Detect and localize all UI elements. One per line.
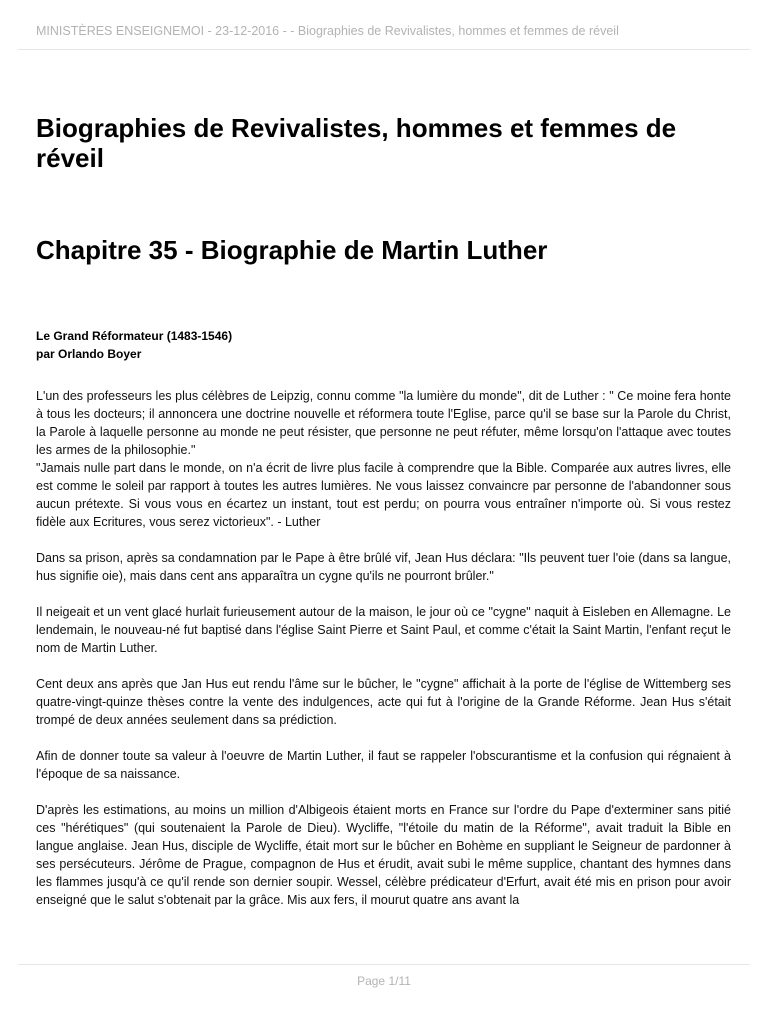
paragraph — [36, 675, 731, 729]
paragraph-line: Il neigeait et un vent glacé hurlait furieusement autour de la maison, le jour où ce "cygne" naquit à Eisleben en Allemagne. Le lendemain, le nouveau-né fut baptisé dans l'église Saint Pierre et Saint Paul, et comme c'était la Saint Martin, l'enfant reçut le nom de Martin Luther. — [36, 605, 731, 655]
author-line: par Orlando Boyer — [36, 347, 142, 361]
subtitle-line: Le Grand Réformateur (1483-1546) — [36, 329, 233, 343]
body-text — [36, 387, 731, 907]
footer-divider — [18, 964, 750, 965]
paragraph — [36, 387, 731, 531]
paragraph — [36, 801, 731, 907]
chapter-title: Chapitre 35 - Biographie de Martin Luther — [36, 235, 548, 265]
running-header: MINISTÈRES ENSEIGNEMOI - 23-12-2016 - - Biographies de Revivalistes, hommes et femmes de réveil — [36, 24, 619, 38]
document-content — [36, 113, 731, 907]
paragraph-line: Afin de donner toute sa valeur à l'oeuvre de Martin Luther, il faut se rappeler l'obscurantisme et la confusion qui régnaient à l'époque de sa naissance. — [36, 749, 731, 781]
paragraph-line: Cent deux ans après que Jan Hus eut rendu l'âme sur le bûcher, le "cygne" affichait à la porte de l'église de Wittemberg ses quatre-vingt-quinze thèses contre la vente des indulgences, acte qui fut à l'origine de la Grande Réforme. Jean Hus s'était trompé de deux années seulement dans sa prédiction. — [36, 677, 731, 727]
paragraph-line: Dans sa prison, après sa condamnation par le Pape à être brûlé vif, Jean Hus déclara: "Ils peuvent tuer l'oie (dans sa langue, hus signifie oie), mais dans cent ans apparaîtra un cygne qu'ils ne pourront brûler." — [36, 551, 731, 583]
page-number: Page 1/11 — [357, 974, 411, 988]
paragraph-line: "Jamais nulle part dans le monde, on n'a écrit de livre plus facile à comprendre que la Bible. Comparée aux autres livres, elle est comme le soleil par rapport à toutes les autres lumières. Ne vous laissez convaincre par personne de l'abandonner sous aucun prétexte. Si vous vous en écartez un instant, tout est perdu; on pourra vous entraîner n'importe où. Si vous restez fidèle aux Ecritures, vous serez victorieux". - Luther — [36, 461, 731, 529]
paragraph — [36, 603, 731, 657]
paragraph — [36, 747, 731, 783]
document-title: Biographies de Revivalistes, hommes et femmes de réveil — [36, 113, 677, 173]
paragraph-line: D'après les estimations, au moins un million d'Albigeois étaient morts en France sur l'ordre du Pape d'exterminer sans pitié ces "hérétiques" (qui soutenaient la Parole de Dieu). Wycliffe, "l'étoile du matin de la Réforme", avait traduit la Bible en langue anglaise. Jean Hus, disciple de Wycliffe, était mort sur le bûcher en Bohème en suppliant le Seigneur de pardonner à ses persécuteurs. Jérôme de Prague, compagnon de Hus et érudit, avait subi le même supplice, chantant des hymnes dans les flammes jusqu'à ce qu'il rende son dernier soupir. Wessel, célèbre prédicateur d'Erfurt, avait été mis en prison pour avoir enseigné que le salut s'obtenait par la grâce. Mis aux fers, il mourut quatre ans avant la — [36, 803, 731, 907]
header-divider — [18, 49, 750, 50]
paragraph-line: L'un des professeurs les plus célèbres de Leipzig, connu comme "la lumière du monde", dit de Luther : " Ce moine fera honte à tous les docteurs; il annoncera une doctrine nouvelle et réformera toute l'Eglise, parce qu'il se base sur la Parole du Christ, la Parole à laquelle personne au monde ne peut résister, que personne ne peut réfuter, même lorsqu'on l'attaque avec toutes les armes de la philosophie." — [36, 389, 731, 457]
chapter-subtitle — [36, 327, 731, 363]
paragraph — [36, 549, 731, 585]
